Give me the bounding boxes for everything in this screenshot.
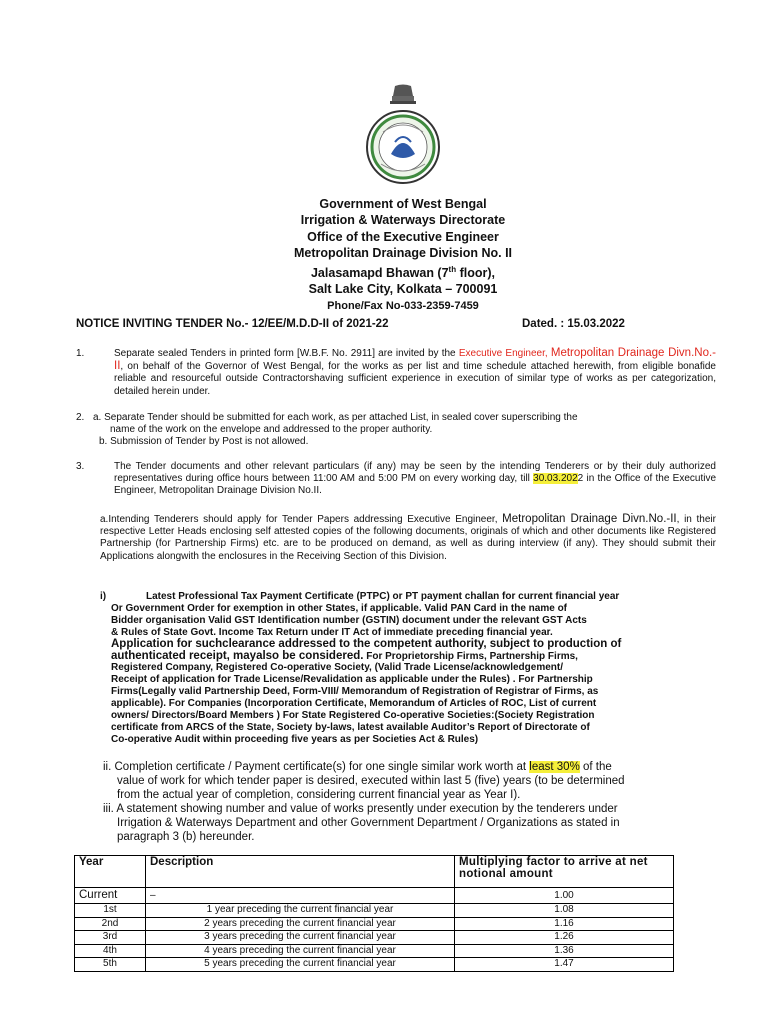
cell-desc: 5 years preceding the current financial year (146, 958, 455, 972)
cell-year: 1st (75, 904, 146, 918)
clause-3a-text: a.Intending Tenderers should apply for Tender Papers addressing Executive Engineer, Metropolitan Drainage Divn.No.-II, in their respective Letter Heads enclosing self attested copies of the following documents, originals of which and other documents like Registered Partnership (for Partnership Firms) etc. are to be produced on demand, as well as during interview (if any). They should submit their Applications alongwith the enclosures in the Receiving Section of this Division. (100, 513, 716, 562)
cell-factor: 1.08 (455, 904, 674, 918)
cell-year: 3rd (75, 931, 146, 945)
clause-3-text: The Tender documents and other relevant particulars (if any) may be seen by the intending Tenderers or by their duly authorized representatives during office hours between 11:00 AM and 5:00 PM on every working day, till 30.03.2022 in the Office of the Executive Engineer, Metropolitan Drainage Division No.II. (114, 461, 717, 497)
cell-factor: 1.36 (455, 944, 674, 958)
cell-desc: 4 years preceding the current financial year (146, 944, 455, 958)
ashoka-lions-icon (390, 85, 416, 105)
docs-number: i) (100, 591, 107, 602)
clause-2-text: a. Separate Tender should be submitted for each work, as per attached List, in sealed cover superscribing the name of the work on the envelope and addressed to the proper authority. b. Submission of Tender by Post is not allowed. (93, 412, 578, 448)
notice-title: NOTICE INVITING TENDER No.- 12/EE/M.D.D-II of 2021-22 (76, 318, 389, 330)
header-description: Description (146, 856, 455, 888)
table-row (75, 958, 674, 972)
notice-date: Dated. : 15.03.2022 (522, 318, 625, 330)
table-header-row (75, 856, 674, 888)
seal-circle-icon (367, 111, 439, 183)
clause-1-text: Separate sealed Tenders in printed form [W.B.F. No. 2911] are invited by the Executive Engineer, Metropolitan Drainage Divn.No.-II, on behalf of the Governor of West Bengal, for the works as per list and time schedule attached herewith, from eligible bonafide reliable and resourceful outside Contractorshaving sufficient experience in execution of similar type of works as per categorization, detailed herein under. (114, 347, 716, 397)
header-address: Salt Lake City, Kolkata – 700091 (308, 282, 498, 297)
cell-desc: 1 year preceding the current financial year (146, 904, 455, 918)
cell-year: 4th (75, 944, 146, 958)
letterhead (0, 196, 770, 314)
table-row (75, 917, 674, 931)
table-row (75, 904, 674, 918)
table-row (75, 888, 674, 904)
multiplying-factor-table (74, 855, 674, 972)
table-row (75, 931, 674, 945)
cell-factor: 1.16 (455, 917, 674, 931)
clause-2-number: 2. (76, 412, 85, 423)
cell-desc: – (146, 888, 455, 904)
cell-factor: 1.47 (455, 958, 674, 972)
cell-factor: 1.00 (455, 888, 674, 904)
cell-year: 5th (75, 958, 146, 972)
table-row (75, 944, 674, 958)
cell-year: Current (75, 888, 146, 904)
cell-desc: 3 years preceding the current financial year (146, 931, 455, 945)
cell-factor: 1.26 (455, 931, 674, 945)
cell-desc: 2 years preceding the current financial year (146, 917, 455, 931)
item-iii-text: iii. A statement showing number and value of works presently under execution by the tenderers under Irrigation & Waterways Department and other Government Department / Organizations as stated in paragraph 3 (b) hereunder. (103, 803, 620, 844)
header-factor: Multiplying factor to arrive at net notional amount (455, 856, 674, 888)
required-documents: Latest Professional Tax Payment Certificate (PTPC) or PT payment challan for current financial year Or Government Order for exemption in other States, if applicable. Valid PAN Card in the name of Bidder organisation Valid GST Identification number (GSTIN) document under the relevant GST Acts & Rules of State Govt. Income Tax Return under IT Act of immediate preceding financial year. Application for suchclearance addressed to the competent authority, subject to production of authenticated receipt, mayalso be considered. For Proprietorship Firms, Partnership Firms, Registered Company, Registered Co-operative Society, (Valid Trade License/acknowledgement/ Receipt of application for Trade License/Revalidation as applicable under the Rules) . For Partnership Firms(Legally valid Partnership Deed, Form-VIII/ Memorandum of Registration of Registrar of Firms, as applicable). For Companies (Incorporation Certificate, Memorandum of Articles of ROC, List of current owners/ Directors/Board Members ) For State Registered Co-operative Societies:(Society Registration certificate from ARCS of the State, Society by-laws, latest available Auditor’s Report of Directorate of Co-operative Audit within proceeding five years as per Societies Act & Rules) (111, 591, 622, 745)
item-ii-text: ii. Completion certificate / Payment certificate(s) for one single similar work worth at least 30% of the value of work for which tender paper is desired, executed within last 5 (five) years (to be determined from the actual year of completion, considering current financial year as Year I). (103, 761, 625, 802)
west-bengal-emblem (361, 84, 445, 188)
header-government: Government of West Bengal (319, 197, 487, 211)
header-division: Metropolitan Drainage Division No. II (293, 246, 513, 261)
header-directorate: Irrigation & Waterways Directorate (300, 213, 506, 228)
clause-3-number: 3. (76, 461, 85, 472)
header-year: Year (75, 856, 146, 888)
notice-title-row (76, 318, 646, 330)
clause-1-number: 1. (76, 348, 85, 359)
header-phone: Phone/Fax No-033-2359-7459 (327, 299, 479, 312)
header-office: Office of the Executive Engineer (307, 229, 499, 244)
header-building: Jalasamapd Bhawan (7th floor), (310, 264, 495, 280)
cell-year: 2nd (75, 917, 146, 931)
